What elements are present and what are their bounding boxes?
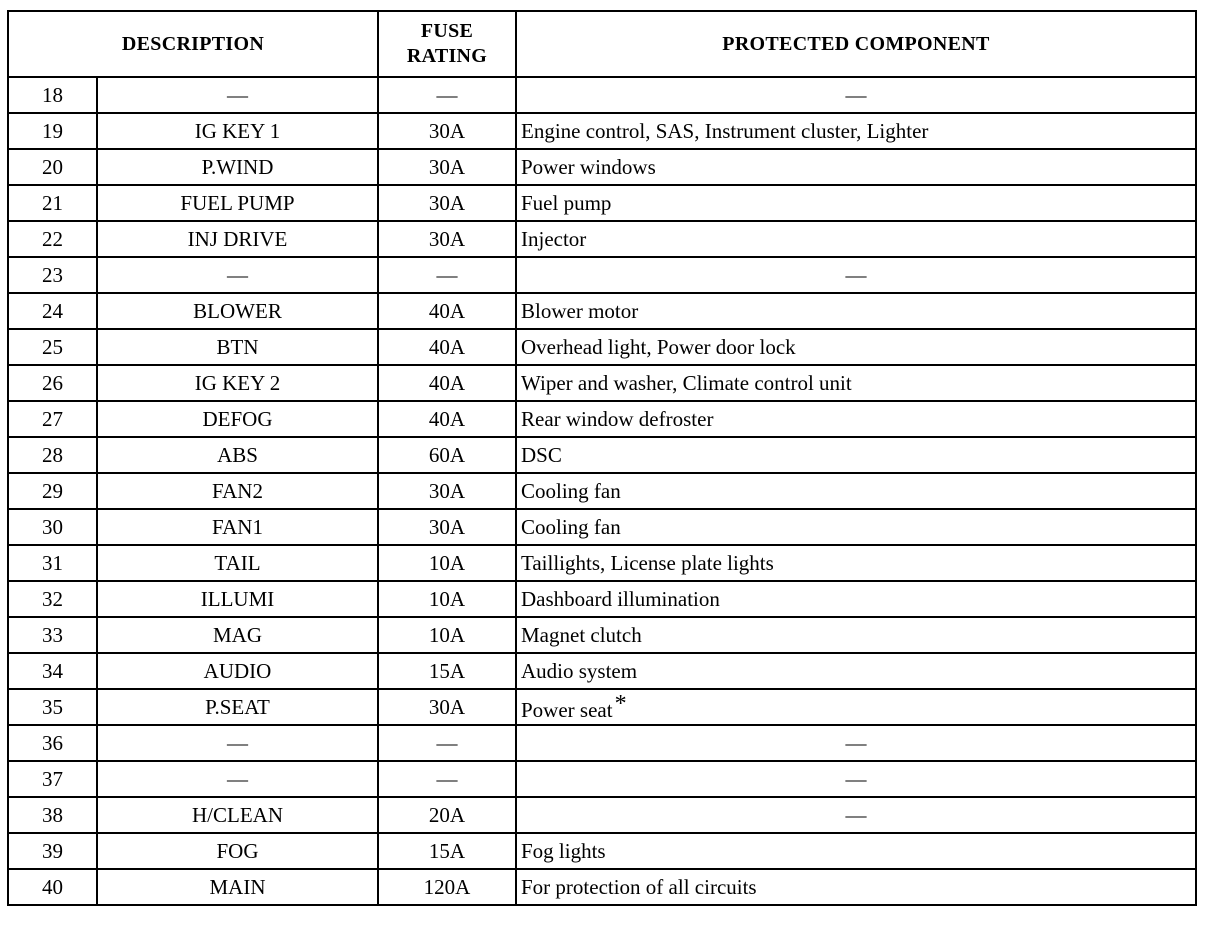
fuse-rating-cell: 10A <box>378 545 516 581</box>
fuse-rating-cell: 40A <box>378 365 516 401</box>
footnote-asterisk: * <box>614 691 627 717</box>
fuse-number-cell: 40 <box>8 869 97 905</box>
fuse-number-cell: 32 <box>8 581 97 617</box>
fuse-number-cell: 38 <box>8 797 97 833</box>
fuse-number-cell: 27 <box>8 401 97 437</box>
fuse-number-cell: 39 <box>8 833 97 869</box>
fuse-rating-cell: 120A <box>378 869 516 905</box>
table-row <box>8 221 1196 257</box>
table-row <box>8 293 1196 329</box>
protected-component-cell <box>516 509 1196 545</box>
fuse-description-cell: FOG <box>97 833 378 869</box>
protected-component-header: PROTECTED COMPONENT <box>516 11 1196 77</box>
table-row <box>8 617 1196 653</box>
protected-component-text: Fuel pump <box>521 190 612 215</box>
fuse-rating-cell: 40A <box>378 401 516 437</box>
protected-component-cell <box>516 653 1196 689</box>
table-header <box>8 11 1196 77</box>
fuse-number-cell: 30 <box>8 509 97 545</box>
protected-component-cell <box>516 689 1196 725</box>
fuse-description-cell: FAN2 <box>97 473 378 509</box>
fuse-description-cell: — <box>97 725 378 761</box>
protected-component-cell <box>516 797 1196 833</box>
table-row <box>8 437 1196 473</box>
fuse-number-cell: 37 <box>8 761 97 797</box>
table-body <box>8 77 1196 905</box>
fuse-description-cell: H/CLEAN <box>97 797 378 833</box>
fuse-number-cell: 34 <box>8 653 97 689</box>
fuse-rating-cell: 20A <box>378 797 516 833</box>
protected-component-text: — <box>845 802 867 827</box>
fuse-description-cell: BTN <box>97 329 378 365</box>
protected-component-cell <box>516 329 1196 365</box>
fuse-rating-header-line2: RATING <box>406 45 488 67</box>
protected-component-text: Injector <box>521 226 587 251</box>
protected-component-text: Audio system <box>521 658 638 683</box>
fuse-description-cell: ABS <box>97 437 378 473</box>
fuse-description-cell: AUDIO <box>97 653 378 689</box>
protected-component-cell <box>516 833 1196 869</box>
fuse-description-cell: FUEL PUMP <box>97 185 378 221</box>
protected-component-text: Blower motor <box>521 298 639 323</box>
fuse-number-cell: 19 <box>8 113 97 149</box>
fuse-number-cell: 36 <box>8 725 97 761</box>
protected-component-cell <box>516 257 1196 293</box>
table-row <box>8 869 1196 905</box>
fuse-table <box>7 10 1197 906</box>
fuse-rating-cell: 30A <box>378 689 516 725</box>
protected-component-text: Cooling fan <box>521 478 621 503</box>
fuse-description-cell: DEFOG <box>97 401 378 437</box>
protected-component-cell <box>516 401 1196 437</box>
fuse-description-cell: MAIN <box>97 869 378 905</box>
fuse-description-cell: IG KEY 1 <box>97 113 378 149</box>
fuse-description-cell: P.WIND <box>97 149 378 185</box>
protected-component-text: Engine control, SAS, Instrument cluster, Lighter <box>521 118 929 143</box>
fuse-description-cell: IG KEY 2 <box>97 365 378 401</box>
fuse-rating-cell: 30A <box>378 113 516 149</box>
protected-component-cell <box>516 185 1196 221</box>
table-row <box>8 797 1196 833</box>
fuse-rating-header-line1: FUSE <box>420 20 474 42</box>
table-row <box>8 545 1196 581</box>
fuse-rating-cell: 60A <box>378 437 516 473</box>
protected-component-cell <box>516 869 1196 905</box>
fuse-rating-cell: 30A <box>378 149 516 185</box>
fuse-description-cell: ILLUMI <box>97 581 378 617</box>
table-row <box>8 761 1196 797</box>
fuse-rating-cell: 15A <box>378 653 516 689</box>
protected-component-cell <box>516 77 1196 113</box>
protected-component-cell <box>516 545 1196 581</box>
fuse-rating-cell: — <box>378 77 516 113</box>
table-row <box>8 329 1196 365</box>
protected-component-text: DSC <box>521 442 562 467</box>
protected-component-cell <box>516 581 1196 617</box>
protected-component-text: Wiper and washer, Climate control unit <box>521 370 852 395</box>
fuse-number-cell: 35 <box>8 689 97 725</box>
protected-component-cell <box>516 221 1196 257</box>
protected-component-cell <box>516 113 1196 149</box>
fuse-number-cell: 33 <box>8 617 97 653</box>
fuse-rating-cell: — <box>378 257 516 293</box>
protected-component-text: — <box>845 766 867 791</box>
fuse-rating-cell: 30A <box>378 509 516 545</box>
table-row <box>8 689 1196 725</box>
fuse-description-cell: P.SEAT <box>97 689 378 725</box>
table-row <box>8 725 1196 761</box>
table-row <box>8 473 1196 509</box>
fuse-rating-cell: 40A <box>378 329 516 365</box>
fuse-rating-cell: 40A <box>378 293 516 329</box>
protected-component-text: Power seat <box>521 698 613 722</box>
description-header: DESCRIPTION <box>8 11 378 77</box>
fuse-number-cell: 25 <box>8 329 97 365</box>
table-row <box>8 77 1196 113</box>
protected-component-text: — <box>845 262 867 287</box>
protected-component-cell <box>516 617 1196 653</box>
protected-component-text: Magnet clutch <box>521 622 642 647</box>
protected-component-text: Fog lights <box>521 838 606 863</box>
protected-component-cell <box>516 725 1196 761</box>
table-row <box>8 509 1196 545</box>
fuse-number-cell: 21 <box>8 185 97 221</box>
fuse-number-cell: 18 <box>8 77 97 113</box>
fuse-description-cell: MAG <box>97 617 378 653</box>
protected-component-cell <box>516 293 1196 329</box>
fuse-description-cell: — <box>97 761 378 797</box>
protected-component-text: Overhead light, Power door lock <box>521 334 796 359</box>
fuse-rating-cell: 15A <box>378 833 516 869</box>
table-row <box>8 401 1196 437</box>
fuse-rating-header <box>378 11 516 77</box>
protected-component-text: Power windows <box>521 154 656 179</box>
protected-component-text: Dashboard illumination <box>521 586 720 611</box>
table-row <box>8 833 1196 869</box>
table-row <box>8 653 1196 689</box>
table-row <box>8 113 1196 149</box>
protected-component-cell <box>516 149 1196 185</box>
protected-component-cell <box>516 437 1196 473</box>
fuse-description-cell: INJ DRIVE <box>97 221 378 257</box>
fuse-number-cell: 24 <box>8 293 97 329</box>
protected-component-cell <box>516 365 1196 401</box>
fuse-number-cell: 23 <box>8 257 97 293</box>
table-row <box>8 581 1196 617</box>
fuse-description-cell: — <box>97 77 378 113</box>
protected-component-cell <box>516 473 1196 509</box>
fuse-number-cell: 28 <box>8 437 97 473</box>
table-row <box>8 149 1196 185</box>
fuse-number-cell: 22 <box>8 221 97 257</box>
fuse-rating-cell: 30A <box>378 473 516 509</box>
fuse-rating-cell: 10A <box>378 581 516 617</box>
fuse-rating-cell: 30A <box>378 221 516 257</box>
fuse-number-cell: 29 <box>8 473 97 509</box>
fuse-rating-cell: — <box>378 761 516 797</box>
fuse-number-cell: 20 <box>8 149 97 185</box>
fuse-rating-cell: 10A <box>378 617 516 653</box>
fuse-description-cell: TAIL <box>97 545 378 581</box>
protected-component-cell <box>516 761 1196 797</box>
header-row <box>8 11 1196 77</box>
fuse-rating-cell: — <box>378 725 516 761</box>
protected-component-text: Rear window defroster <box>521 406 714 431</box>
protected-component-text: Taillights, License plate lights <box>521 550 774 575</box>
fuse-description-cell: FAN1 <box>97 509 378 545</box>
protected-component-text: — <box>845 730 867 755</box>
protected-component-text: — <box>845 82 867 107</box>
fuse-number-cell: 31 <box>8 545 97 581</box>
fuse-number-cell: 26 <box>8 365 97 401</box>
fuse-description-cell: BLOWER <box>97 293 378 329</box>
table-row <box>8 257 1196 293</box>
table-row <box>8 365 1196 401</box>
protected-component-text: Cooling fan <box>521 514 621 539</box>
fuse-rating-cell: 30A <box>378 185 516 221</box>
table-row <box>8 185 1196 221</box>
protected-component-text: For protection of all circuits <box>521 874 757 899</box>
fuse-description-cell: — <box>97 257 378 293</box>
